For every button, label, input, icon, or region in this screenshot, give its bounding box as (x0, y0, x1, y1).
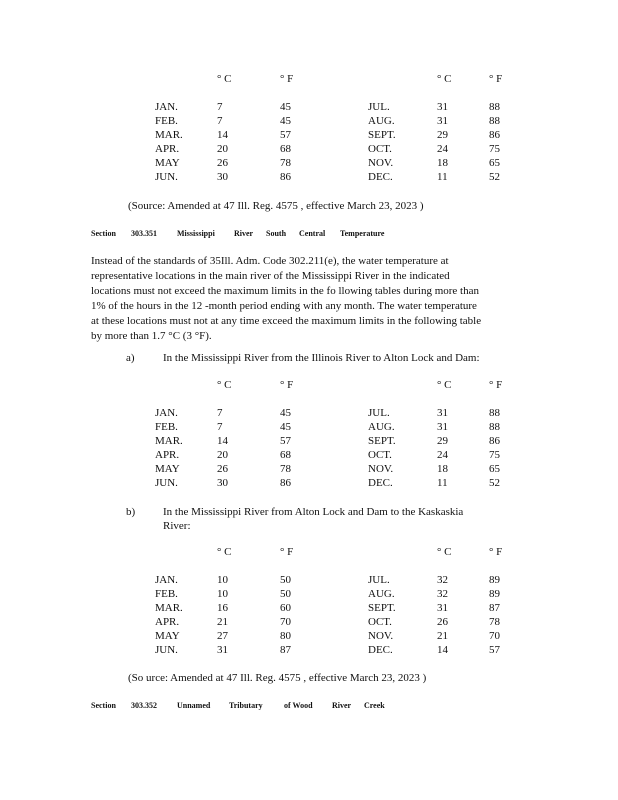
celsius-value: 31 (437, 421, 448, 433)
fahrenheit-value: 65 (489, 157, 500, 169)
celsius-value: 14 (437, 644, 448, 656)
month: MAY (155, 463, 180, 475)
fahrenheit-value: 45 (280, 421, 291, 433)
celsius-value: 7 (217, 115, 223, 127)
month: AUG. (368, 588, 395, 600)
header-celsius: ° C (217, 379, 232, 391)
month: SEPT. (368, 602, 396, 614)
celsius-value: 26 (217, 157, 228, 169)
section-label: Section (91, 701, 116, 710)
month: JUL. (368, 574, 390, 586)
celsius-value: 31 (437, 407, 448, 419)
month: FEB. (155, 588, 178, 600)
fahrenheit-value: 88 (489, 101, 500, 113)
month: APR. (155, 449, 180, 461)
month: JAN. (155, 574, 178, 586)
celsius-value: 7 (217, 407, 223, 419)
subsection-b-text-line1: In the Mississippi River from Alton Lock and Dam to the Kaskaskia (163, 506, 464, 518)
celsius-value: 31 (437, 101, 448, 113)
celsius-value: 26 (437, 616, 448, 628)
fahrenheit-value: 68 (280, 143, 291, 155)
fahrenheit-value: 89 (489, 588, 500, 600)
celsius-value: 31 (437, 602, 448, 614)
paragraph-line: representative locations in the main river of the Mississippi River in the indicated (91, 270, 450, 282)
month: JUN. (155, 171, 178, 183)
celsius-value: 7 (217, 101, 223, 113)
celsius-value: 11 (437, 477, 448, 489)
celsius-value: 16 (217, 602, 228, 614)
header-fahrenheit: ° F (280, 379, 294, 391)
month: JUN. (155, 644, 178, 656)
fahrenheit-value: 57 (280, 435, 291, 447)
section-title-word: Creek (364, 701, 385, 710)
section-title-word: Tributary (229, 701, 263, 710)
celsius-value: 10 (217, 588, 228, 600)
header-fahrenheit: ° F (489, 73, 503, 85)
header-celsius: ° C (437, 73, 452, 85)
fahrenheit-value: 70 (489, 630, 500, 642)
month: DEC. (368, 477, 393, 489)
fahrenheit-value: 68 (280, 449, 291, 461)
month: APR. (155, 143, 180, 155)
celsius-value: 30 (217, 477, 228, 489)
month: NOV. (368, 157, 394, 169)
month: OCT. (368, 449, 392, 461)
header-celsius: ° C (217, 546, 232, 558)
paragraph-line: locations must not exceed the maximum limits in the fo llowing tables during more than (91, 285, 479, 297)
month: SEPT. (368, 129, 396, 141)
celsius-value: 18 (437, 157, 448, 169)
fahrenheit-value: 80 (280, 630, 291, 642)
source-note: (Source: Amended at 47 Ill. Reg. 4575 , effective March 23, 2023 ) (128, 200, 424, 212)
section-paragraph (91, 254, 521, 344)
section-title-word: Temperature (340, 229, 385, 238)
month: APR. (155, 616, 180, 628)
subsection-a-label: a) (126, 352, 135, 364)
paragraph-line: at these locations must not at any time exceed the maximum limits in the following table (91, 315, 482, 327)
celsius-value: 31 (437, 115, 448, 127)
fahrenheit-value: 50 (280, 574, 291, 586)
month: MAR. (155, 435, 183, 447)
fahrenheit-value: 52 (489, 477, 500, 489)
month: MAR. (155, 129, 183, 141)
fahrenheit-value: 89 (489, 574, 500, 586)
month: FEB. (155, 115, 178, 127)
month: JUL. (368, 407, 390, 419)
month: AUG. (368, 421, 395, 433)
fahrenheit-value: 86 (280, 477, 291, 489)
section-title-word: Central (299, 229, 326, 238)
fahrenheit-value: 88 (489, 421, 500, 433)
header-fahrenheit: ° F (489, 546, 503, 558)
month: OCT. (368, 143, 392, 155)
month: JUN. (155, 477, 178, 489)
fahrenheit-value: 45 (280, 115, 291, 127)
month: SEPT. (368, 435, 396, 447)
fahrenheit-value: 52 (489, 171, 500, 183)
section-number: 303.352 (131, 701, 157, 710)
month: MAY (155, 630, 180, 642)
fahrenheit-value: 86 (280, 171, 291, 183)
celsius-value: 32 (437, 588, 448, 600)
month: JUL. (368, 101, 390, 113)
celsius-value: 18 (437, 463, 448, 475)
month: NOV. (368, 463, 394, 475)
fahrenheit-value: 88 (489, 115, 500, 127)
section-title-word: of Wood (284, 701, 313, 710)
fahrenheit-value: 88 (489, 407, 500, 419)
celsius-value: 7 (217, 421, 223, 433)
section-title-word: South (266, 229, 287, 238)
subsection-a-text: In the Mississippi River from the Illinois River to Alton Lock and Dam: (163, 352, 480, 364)
subsection-b-label: b) (126, 506, 136, 518)
section-title-word: River (332, 701, 352, 710)
header-celsius: ° C (437, 379, 452, 391)
fahrenheit-value: 45 (280, 407, 291, 419)
celsius-value: 14 (217, 129, 228, 141)
fahrenheit-value: 86 (489, 129, 500, 141)
fahrenheit-value: 86 (489, 435, 500, 447)
month: FEB. (155, 421, 178, 433)
fahrenheit-value: 50 (280, 588, 291, 600)
celsius-value: 20 (217, 143, 228, 155)
celsius-value: 29 (437, 129, 448, 141)
month: NOV. (368, 630, 394, 642)
celsius-value: 30 (217, 171, 228, 183)
header-fahrenheit: ° F (489, 379, 503, 391)
paragraph-line: 1% of the hours in the 12 -month period ending with any month. The water temperature (91, 300, 477, 312)
celsius-value: 21 (217, 616, 228, 628)
month: JAN. (155, 101, 178, 113)
celsius-value: 24 (437, 143, 448, 155)
fahrenheit-value: 70 (280, 616, 291, 628)
celsius-value: 10 (217, 574, 228, 586)
fahrenheit-value: 57 (280, 129, 291, 141)
section-title-word: Mississippi (177, 229, 215, 238)
header-celsius: ° C (217, 73, 232, 85)
celsius-value: 26 (217, 463, 228, 475)
fahrenheit-value: 75 (489, 449, 500, 461)
month: JAN. (155, 407, 178, 419)
header-celsius: ° C (437, 546, 452, 558)
fahrenheit-value: 87 (489, 602, 500, 614)
paragraph-line: by more than 1.7 °C (3 °F). (91, 330, 212, 342)
header-fahrenheit: ° F (280, 73, 294, 85)
subsection-b-text-line2: River: (163, 520, 191, 532)
fahrenheit-value: 60 (280, 602, 291, 614)
fahrenheit-value: 57 (489, 644, 500, 656)
celsius-value: 21 (437, 630, 448, 642)
fahrenheit-value: 75 (489, 143, 500, 155)
month: DEC. (368, 171, 393, 183)
celsius-value: 31 (217, 644, 228, 656)
section-title-word: River (234, 229, 254, 238)
celsius-value: 29 (437, 435, 448, 447)
month: AUG. (368, 115, 395, 127)
source-note: (So urce: Amended at 47 Ill. Reg. 4575 , effective March 23, 2023 ) (128, 672, 427, 684)
fahrenheit-value: 87 (280, 644, 291, 656)
celsius-value: 11 (437, 171, 448, 183)
celsius-value: 20 (217, 449, 228, 461)
section-number: 303.351 (131, 229, 157, 238)
header-fahrenheit: ° F (280, 546, 294, 558)
section-label: Section (91, 229, 116, 238)
fahrenheit-value: 78 (489, 616, 500, 628)
celsius-value: 27 (217, 630, 228, 642)
month: DEC. (368, 644, 393, 656)
paragraph-line: Instead of the standards of 35Ill. Adm. Code 302.211(e), the water temperature at (91, 255, 449, 267)
month: OCT. (368, 616, 392, 628)
fahrenheit-value: 65 (489, 463, 500, 475)
celsius-value: 14 (217, 435, 228, 447)
fahrenheit-value: 78 (280, 157, 291, 169)
month: MAR. (155, 602, 183, 614)
month: MAY (155, 157, 180, 169)
celsius-value: 32 (437, 574, 448, 586)
fahrenheit-value: 78 (280, 463, 291, 475)
section-title-word: Unnamed (177, 701, 211, 710)
fahrenheit-value: 45 (280, 101, 291, 113)
celsius-value: 24 (437, 449, 448, 461)
